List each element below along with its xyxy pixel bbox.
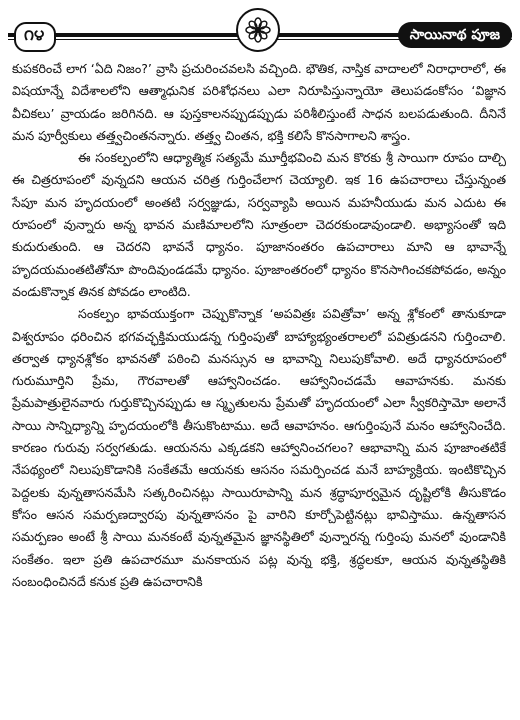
page-number: ౧౪ [14, 22, 56, 52]
paragraph-2: ఈ సంకల్పంలోని ఆధ్యాత్మిక సత్యమే మూర్తీభవించి మన కొరకు శ్రీ సాయిగా రూపం దాల్చి ఈ చిత్రరూపంలో వున్నదని ఆయన చరిత్ర గుర్తించేలాగ చెయ్యాలి. ఇక 16 ఉపచారాలు చేస్తున్నంత సేపూ మన హృదయంలో అంతటి సర్వజ్ఞుడు, సర్వవ్యాపి అయిన మహనీయుడు మన ఎదుట ఈ రూపంలో వున్నారు అన్న భావన మణిమాలలోని సూత్రంలా చెదరకుండావుండాలి. అభ్యాసంతో ఇది కుదురుతుంది. ఆ చెదరని భావనే ధ్యానం. పూజానంతరం ఉపచారాలు మాని ఆ భావాన్నే హృదయమంతటితోనూ పొందివుండడమే ధ్యానం. పూజాంతరంలో ధ్యానం కొనసాగించకపోవడం, అన్నం వండుకొన్నాక తినక పోవడం లాంటిది. [12, 150, 506, 299]
running-title: సాయినాథ పూజ [398, 22, 512, 48]
page-header [8, 22, 512, 48]
paragraph-3: సంకల్పం భావయుక్తంగా చెప్పుకొన్నాక ‘అపవిత్రః పవిత్రోవా’ అన్న శ్లోకంలో తానుకూడా విశ్వరూపం ధరించిన భగవచ్ఛక్తిమయుడన్న గుర్తింపుతో బాహ్యాభ్యంతరాలలో పవిత్రుడనని గుర్తించాలి. తర్వాత ధ్యానశ్లోకం భావనతో పఠించి మనస్సున ఆ భావాన్ని నిలుపుకోవాలి. అదే ధ్యానరూపంలో గురుమూర్తిని ప్రేమ, గౌరవాలతో ఆహ్వానించడం. ఆహ్వానించడమే ఆవాహనకు. మనకు ప్రేమపాత్రులైనవారు గుర్తుకొచ్చినప్పుడు ఆ స్మృతులను ప్రేమతో హృదయంలో ఎలా స్వీకరిస్తామో అలానే సాయి సాన్నిధ్యాన్ని హృదయంలోకి తీసుకొంటాము. అదే ఆవాహనం. ఆగుర్తింపునే మనం ఆహ్వానించేది. కారణం గురువు సర్వగతుడు. ఆయనను ఎక్కడకని ఆహ్వానించగలం? ఆభావాన్ని మన పూజాంతటికే నేపథ్యంలో నిలుపుకొడానికి సంకేతమే ఆయనకు ఆసనం సమర్పించడ మనే బాహ్యక్రియ. ఇంటికొచ్చిన పెద్దలకు వున్నతాసనమేసి సత్కరించినట్లు సాయిరూపాన్ని మన శ్రద్ధాపూర్వమైన దృష్టిలోకి తీసుకొడం కోసం ఆసన సమర్పణద్వారపు వున్నతాసనం పై వారిని కూర్చోపెట్టినట్లు భావిస్తాము. ఉన్నతాసన సమర్పణం అంటే శ్రీ సాయి మనకంటే వున్నతమైన జ్ఞానస్థితిలో వున్నారన్న గుర్తింపు మనలో వుండానికి సంకేతం. ఇలా ప్రతి ఉపచారమూ మనకాయన పట్ల వున్న భక్తి, శ్రద్ధలకూ, ఆయన వున్నతస్థితికి సంబంధించినదే కనుక ప్రతి ఉపచారానికి [12, 306, 506, 589]
page-body [12, 58, 506, 593]
lotus-emblem-icon [236, 8, 280, 52]
paragraph-1: కుపకరించే లాగ ‘ఏది నిజం?’ వ్రాసి ప్రచురించవలసి వచ్చింది. భౌతిక, నాస్తిక వాదాలలో నిరాధారాలో, ఈ విషయాన్నే విదేశాలలోని ఆత్మాధునిక పరిశోధనలు ఎలా నిరూపిస్తున్నాయో తెలుపడంకోసం ‘విజ్ఞాన వీచికలు’ వ్రాయడం జరిగినది. ఆ పుస్తకాలనప్పుడప్పుడు పరిశీలిస్తుంటే సాధన బలపడుతుంది. దీనినే మన పూర్వీకులు తత్త్వచింతనన్నారు. తత్త్వ చింతన, భక్తి కలిసే కొనసాగాలని శాస్త్రం. [12, 61, 506, 143]
